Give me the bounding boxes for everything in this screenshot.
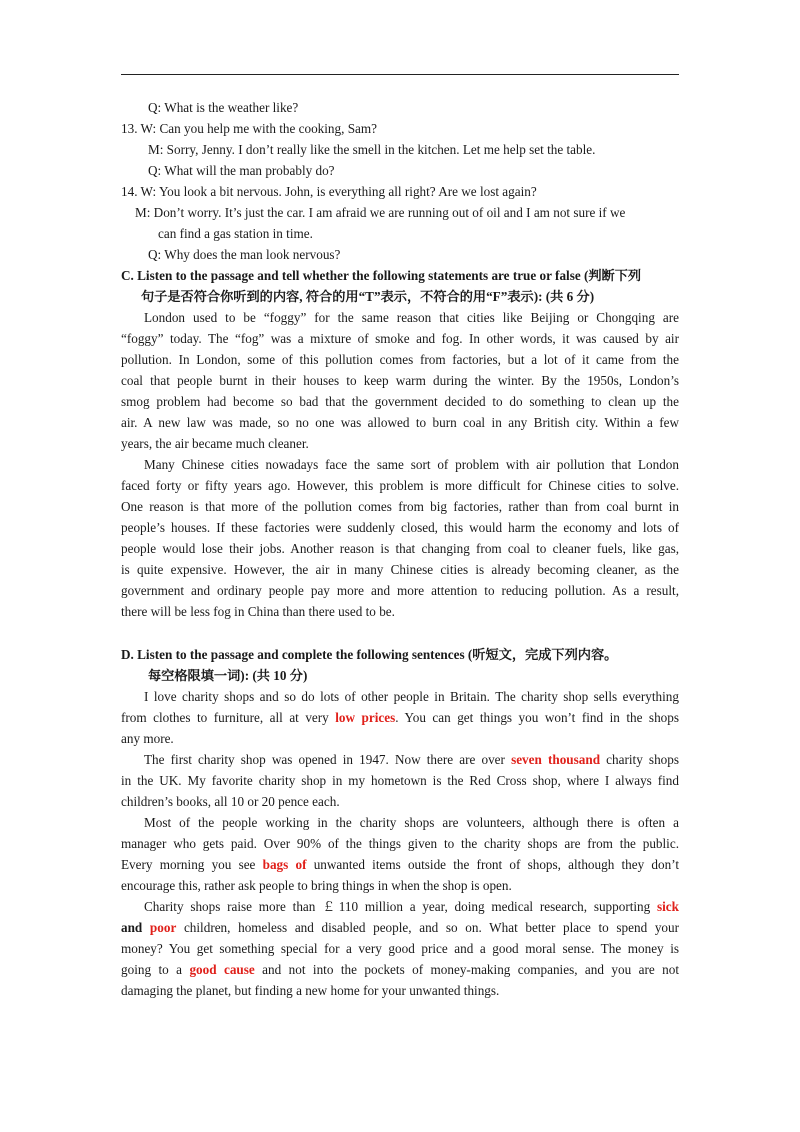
answer-bags-of: bags of	[262, 857, 307, 872]
d-p3-line: Every morning you see bags of unwanted items outside the front of shops, although they don’t	[121, 857, 680, 872]
d-p1-line: from clothes to furniture, all at very low prices. You can get things you won’t find in the shops	[121, 710, 679, 725]
q13-man-line: M: Sorry, Jenny. I don’t really like the smell in the kitchen. Let me help set the table.	[148, 142, 596, 157]
c-p1-line: London used to be “foggy” for the same reason that cities like Beijing or Chongqing are	[144, 310, 679, 325]
d-p4-line: going to a good cause and not into the pockets of money-making companies, and you are not	[121, 962, 679, 977]
answer-sick: sick	[657, 899, 679, 914]
c-p1-line: pollution. In London, some of this pollution comes from factories, but a lot of it came from the	[121, 352, 679, 367]
d-p2-line: The first charity shop was opened in 1947. Now there are over seven thousand charity shops	[144, 752, 679, 767]
q14-woman-line: 14. W: You look a bit nervous. John, is everything all right? Are we lost again?	[121, 184, 537, 199]
d-p4-line: Charity shops raise more than ￡110 million a year, doing medical research, supporting sick	[144, 899, 679, 914]
c-p1-line: air. A new law was made, so no one was allowed to burn coal in any British city. Within a few	[121, 415, 679, 430]
d-p4-line: damaging the planet, but finding a new home for your unwanted things.	[121, 983, 500, 998]
answer-poor: poor	[149, 920, 177, 935]
d-p3-line: encourage this, rather ask people to bring things in when the shop is open.	[121, 878, 512, 893]
answer-seven-thousand: seven thousand	[511, 752, 601, 767]
d-p2-line: children’s books, all 10 or 20 pence each.	[121, 794, 340, 809]
c-p2-line: people would lose their jobs. Another reason is that changing from coal to cleaner fuels, like gas,	[121, 541, 679, 556]
c-p1-line: smog problem had become so bad that the government decided to do something to clean up the	[121, 394, 679, 409]
answer-good-cause: good cause	[189, 962, 255, 977]
answer-low-prices: low prices	[335, 710, 396, 725]
d-p4-line: money? You get something special for a very good price and a good moral sense. The money is	[121, 941, 679, 956]
d-p1-line: I love charity shops and so do lots of other people in Britain. The charity shop sells everything	[144, 689, 679, 704]
d-p2-line: in the UK. My favorite charity shop in my hometown is the Red Cross shop, where I always find	[121, 773, 679, 788]
c-p2-line: faced forty or fifty years ago. However, this problem is more difficult for Chinese cities to solve.	[121, 478, 679, 493]
q14-man-line-1: M: Don’t worry. It’s just the car. I am afraid we are running out of oil and I am not sure if we	[135, 205, 626, 220]
q12-question: Q: What is the weather like?	[148, 100, 299, 115]
q13-question: Q: What will the man probably do?	[148, 163, 335, 178]
c-p1-line: “foggy” today. The “fog” was a mixture of smoke and fog. In other words, it was caused by air	[121, 331, 679, 346]
c-p2-line: there will be less fog in China than there used to be.	[121, 604, 395, 619]
section-d-heading-1: D. Listen to the passage and complete the following sentences (听短文，完成下列内容。	[121, 647, 618, 662]
c-p2-line: One reason is that more of the pollution comes from big factories, rather than from coal burnt in	[121, 499, 679, 514]
d-p4-line: and poor children, homeless and disabled people, and so on. What better place to spend your	[121, 920, 680, 935]
c-p2-line: Many Chinese cities nowadays face the same sort of problem with air pollution that London	[144, 457, 679, 472]
c-p1-line: coal that people burnt in their houses to keep warm during the winter. By the 1950s, London’s	[121, 373, 679, 388]
section-c-heading-2: 句子是否符合你听到的内容, 符合的用“T”表示，不符合的用“F”表示): (共 6 分)	[141, 289, 595, 304]
d-p3-line: Most of the people working in the charity shops are volunteers, although there is often a	[144, 815, 679, 830]
d-p1-line: any more.	[121, 731, 174, 746]
c-p2-line: people’s houses. If these factories were suddenly closed, this would harm the economy and lots of	[121, 520, 679, 535]
q14-man-line-2: can find a gas station in time.	[158, 226, 313, 241]
q14-question: Q: Why does the man look nervous?	[148, 247, 341, 262]
q13-woman-line: 13. W: Can you help me with the cooking, Sam?	[121, 121, 378, 136]
section-c-heading-1: C. Listen to the passage and tell whether the following statements are true or false (判断下列	[121, 268, 642, 283]
section-d-heading-2: 每空格限填一词): (共 10 分)	[148, 668, 308, 683]
header-rule	[121, 74, 679, 75]
c-p1-line: years, the air became much cleaner.	[121, 436, 309, 451]
c-p2-line: government and ordinary people pay more and more attention to reducing pollution. As a result,	[121, 583, 679, 598]
d-p3-line: manager who gets paid. Over 90% of the things given to the charity shops are from the public.	[121, 836, 679, 851]
c-p2-line: is quite expensive. However, the air in many Chinese cities is already becoming cleaner, as the	[121, 562, 679, 577]
